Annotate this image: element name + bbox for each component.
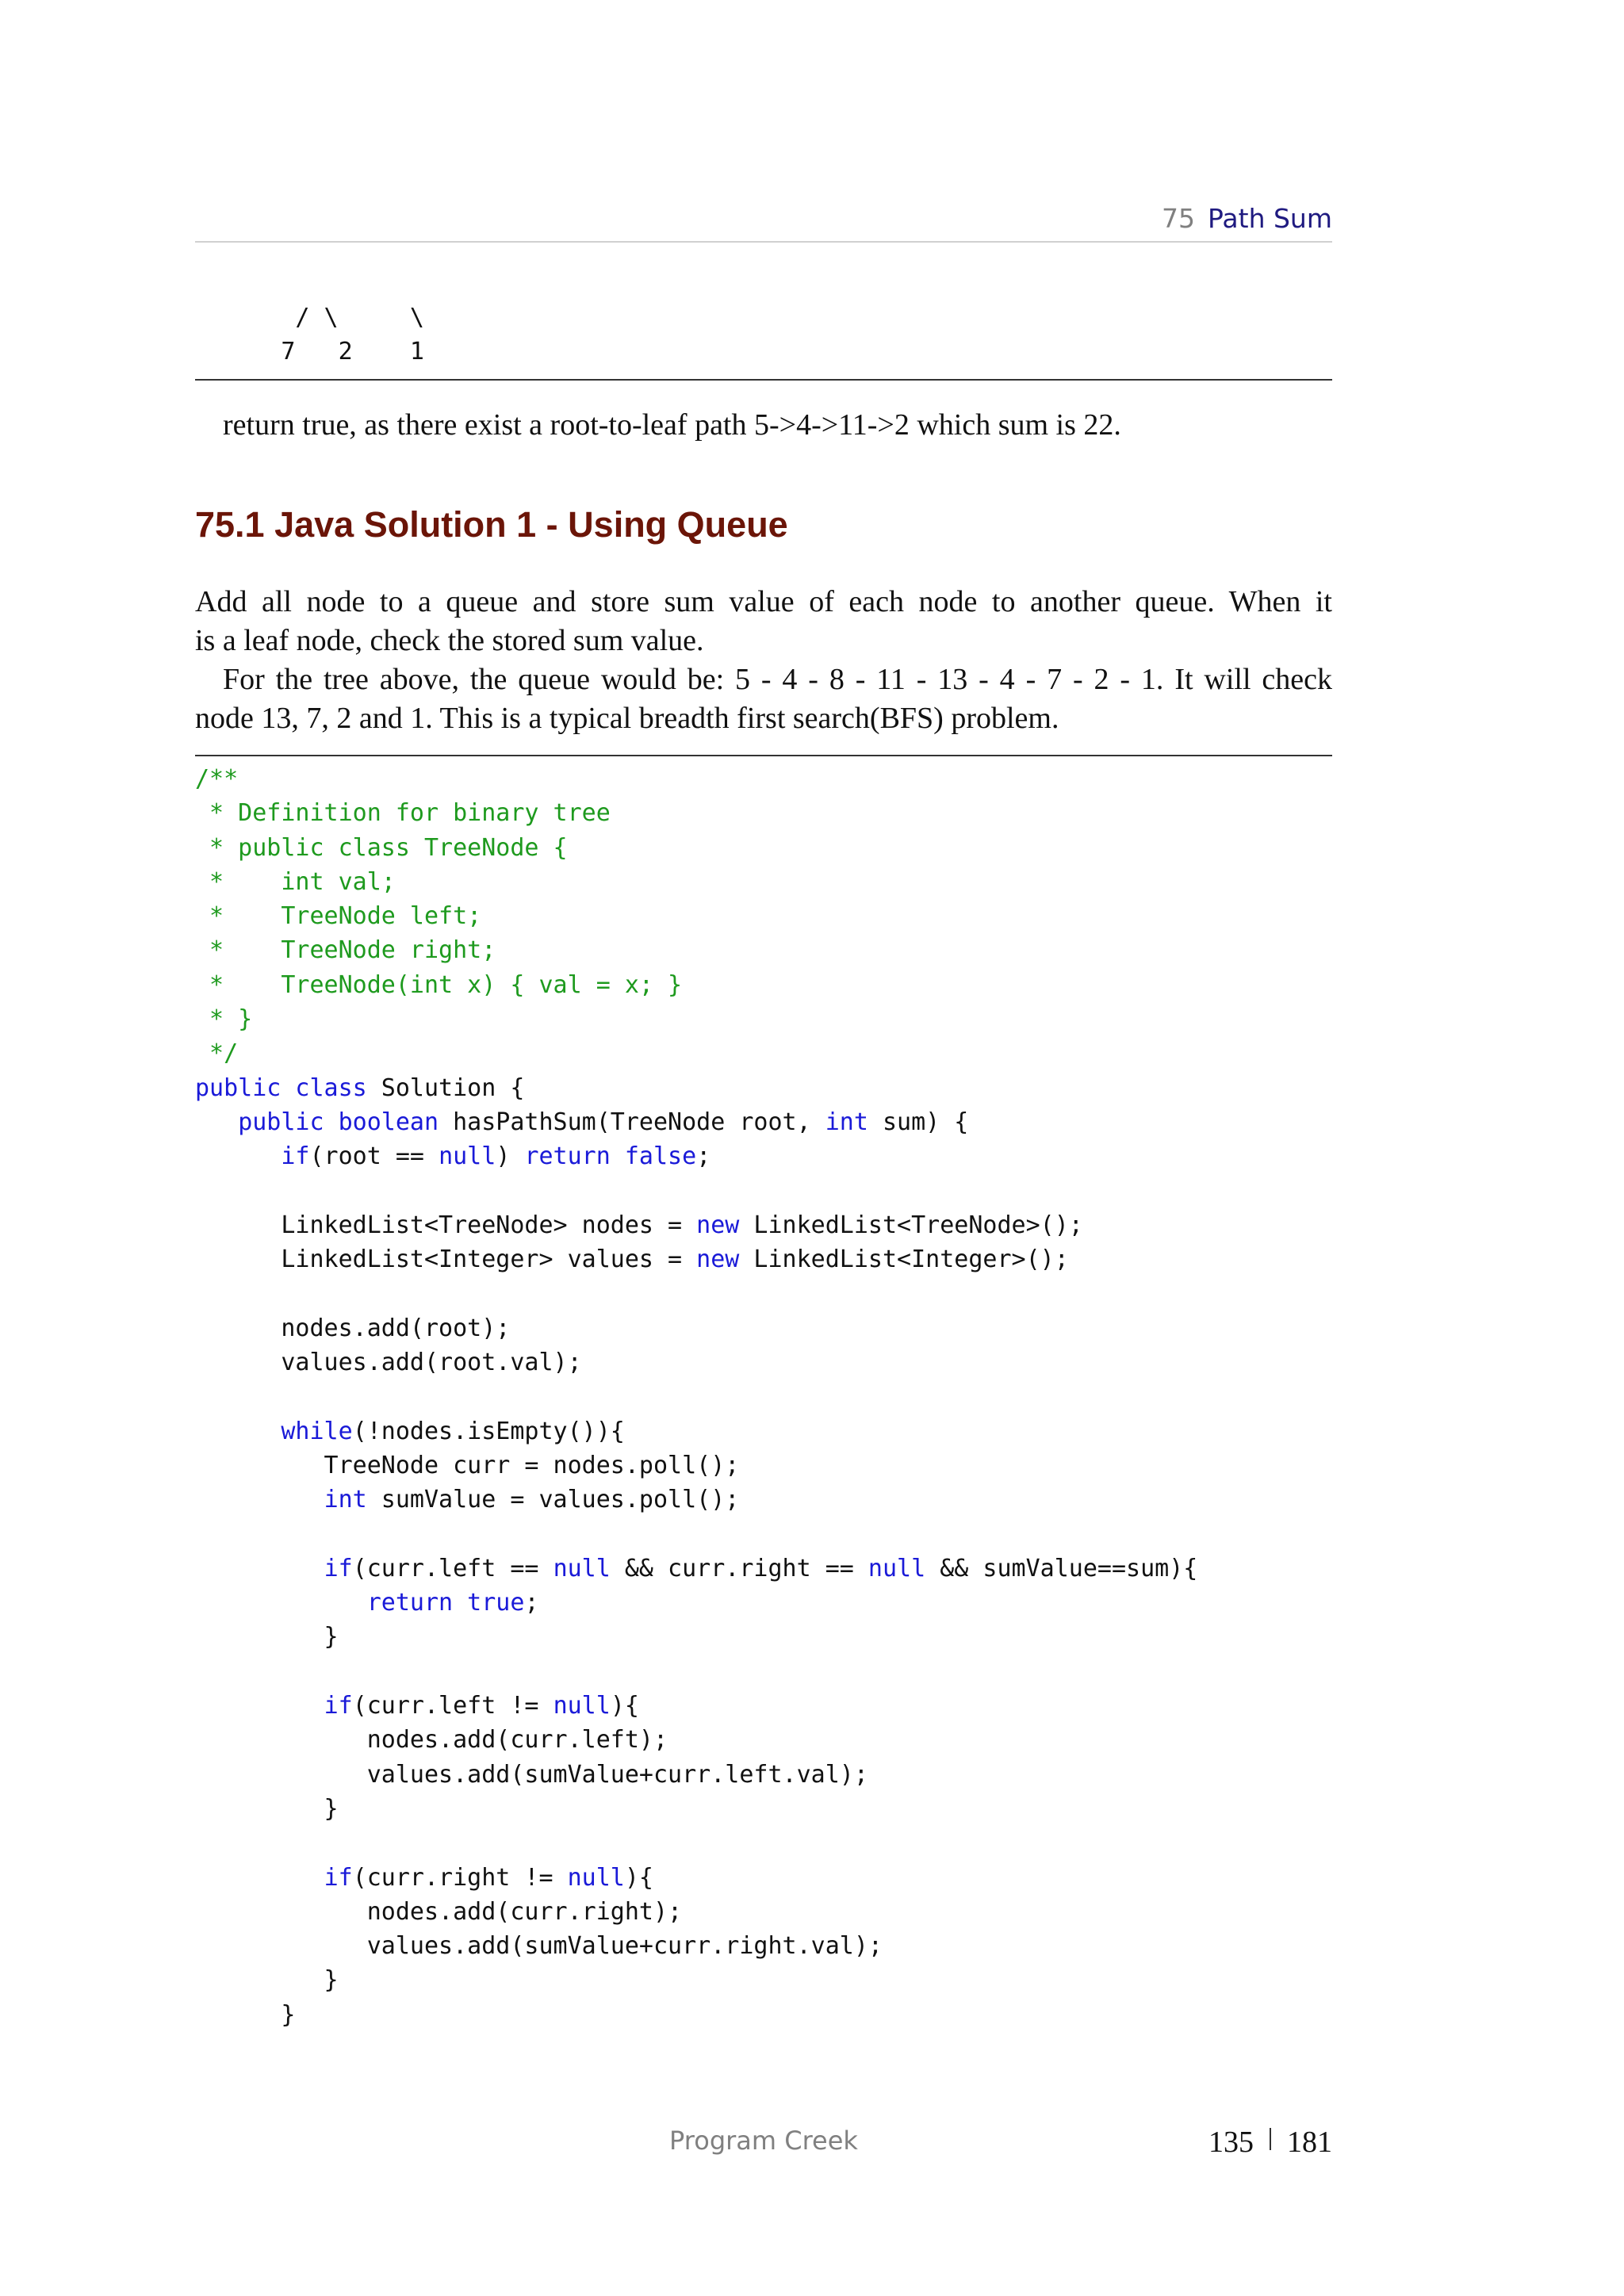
body-paragraph [195,583,1332,738]
paragraph-line: Add all node to a queue and store sum value of each node to another queue. When it [195,585,1332,618]
code-comment: * } [195,1005,253,1034]
code-line [195,1039,238,1067]
code-text: } [195,2000,296,2029]
code-line [195,1074,524,1102]
code-keyword: public boolean [238,1108,439,1136]
code-comment: * Definition for binary tree [195,799,611,828]
code-line [195,1966,339,1994]
code-line [195,1555,1197,1582]
code-text: nodes.add(curr.left); [195,1726,668,1755]
chapter-number: 75 [1162,203,1195,234]
footer-source: Program Creek [669,2126,858,2156]
code-line [195,1692,639,1720]
code-text: } [195,1966,339,1995]
code-text: } [195,1794,339,1823]
code-text [195,1418,281,1445]
code-line [195,1142,710,1170]
code-comment: * TreeNode right; [195,936,496,965]
tree-diagram-tail [195,300,424,369]
code-text: LinkedList<TreeNode> nodes = [195,1211,697,1239]
code-keyword: public class [195,1073,367,1102]
code-text: LinkedList<TreeNode>(); [739,1211,1083,1239]
code-text [195,1555,324,1582]
code-line [195,765,238,793]
code-text [195,1142,281,1170]
code-keyword: null [567,1863,625,1892]
code-line [195,1108,968,1136]
paragraph-line: For the tree above, the queue would be: 5 - 4 - 8 - 11 - 13 - 4 - 7 - 2 - 1. It will check [223,663,1332,696]
code-text: } [195,1623,339,1651]
code-text [195,1692,324,1720]
code-text: ; [524,1589,539,1617]
code-line [195,2001,295,2029]
code-text [195,1108,238,1136]
header-divider [195,241,1332,243]
code-text: ){ [624,1863,653,1892]
code-keyword: if [324,1863,353,1892]
paragraph-line: node 13, 7, 2 and 1. This is a typical breadth first search(BFS) problem. [195,702,1059,735]
code-line [195,902,481,930]
code-text [195,1486,324,1513]
code-text: ; [696,1142,711,1171]
code-line [195,1452,739,1479]
code-text: && sumValue==sum){ [925,1554,1198,1582]
page-number [1208,2125,1332,2160]
page-separator [1270,2128,1271,2150]
code-text: nodes.add(curr.right); [195,1897,683,1926]
code-keyword: null [439,1142,496,1171]
code-keyword: int [825,1108,868,1136]
total-pages: 181 [1287,2126,1332,2159]
code-comment: * TreeNode left; [195,902,482,931]
code-line [195,971,682,999]
code-text: sum) { [868,1108,969,1136]
code-divider [195,379,1332,381]
code-keyword: null [868,1554,926,1582]
code-line [195,1246,1069,1273]
running-header [1162,203,1332,234]
code-text [195,1589,367,1617]
code-text: ) [496,1142,525,1171]
code-line [195,1589,539,1617]
code-line [195,799,611,827]
code-text: (curr.right != [352,1863,568,1892]
code-comment: * public class TreeNode { [195,833,568,862]
code-text: nodes.add(root); [195,1314,511,1342]
code-text [195,1864,324,1892]
code-comment: * TreeNode(int x) { val = x; } [195,970,683,999]
code-line [195,1795,339,1823]
code-text: (curr.left == [352,1554,553,1582]
code-keyword: while [281,1417,353,1445]
code-line [195,834,568,862]
code-text: (!nodes.isEmpty()){ [352,1417,625,1445]
code-text: Solution { [366,1073,525,1102]
code-keyword: new [696,1211,740,1239]
code-line [195,1864,653,1892]
code-text: TreeNode curr = nodes.poll(); [195,1451,740,1479]
code-line [195,1898,682,1926]
chapter-title: Path Sum [1208,203,1332,234]
code-line [195,1932,883,1960]
code-line [195,1349,582,1376]
code-line [195,868,396,896]
code-keyword: null [553,1692,611,1720]
code-text: (curr.left != [352,1692,553,1720]
code-text: values.add(root.val); [195,1349,582,1377]
code-line [195,1211,1083,1239]
code-line [195,1623,339,1651]
code-keyword: return true [366,1589,525,1617]
code-comment: * int val; [195,867,396,896]
code-text: sumValue = values.poll(); [366,1486,740,1514]
code-line [195,936,496,964]
code-text: values.add(sumValue+curr.right.val); [195,1932,883,1961]
code-keyword: return false [524,1142,697,1171]
code-line [195,1486,739,1513]
tree-line: / \ \ [195,304,424,331]
code-comment: /** [195,765,239,793]
tree-line: 7 2 1 [195,338,424,366]
code-divider [195,755,1332,756]
code-keyword: null [553,1554,611,1582]
code-text: LinkedList<Integer> values = [195,1246,697,1274]
code-line [195,1314,510,1342]
section-heading: 75.1 Java Solution 1 - Using Queue [195,504,788,545]
code-line [195,1005,252,1033]
code-keyword: if [324,1554,353,1582]
code-keyword: if [281,1142,310,1171]
code-line [195,1761,868,1789]
code-text: hasPathSum(TreeNode root, [439,1108,825,1136]
paragraph-line: is a leaf node, check the stored sum value. [195,624,704,657]
code-text: ){ [610,1692,639,1720]
code-comment: */ [195,1039,239,1068]
result-text: return true, as there exist a root-to-leaf path 5->4->11->2 which sum is 22. [223,408,1121,442]
code-keyword: new [696,1246,740,1274]
code-keyword: int [324,1486,367,1514]
current-page: 135 [1208,2126,1254,2159]
code-text: (root == [309,1142,439,1171]
code-text: LinkedList<Integer>(); [739,1246,1069,1274]
code-keyword: if [324,1692,353,1720]
code-line [195,1726,668,1754]
code-text: && curr.right == [610,1554,868,1582]
code-block [195,762,1197,2032]
code-line [195,1418,625,1445]
code-text: values.add(sumValue+curr.left.val); [195,1760,868,1789]
